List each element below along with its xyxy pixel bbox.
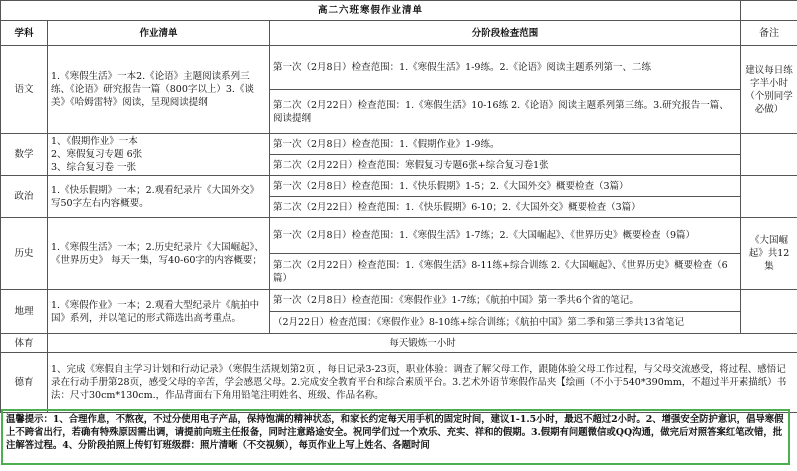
remark-politics <box>741 176 797 218</box>
homework-pe: 每天锻炼一小时 <box>48 334 797 353</box>
check-history-first: 第一次（2月8日）检查范围：1.《寒假生活》1-7练；2.《大国崛起》、《世界历史》概要检查（9篇） <box>270 218 741 254</box>
check-politics-second: 第二次（2月22日）检查范围：1.《快乐假期》6-10；2.《大国外交》概要检查（3篇） <box>270 197 741 218</box>
remark-history: 《大国崛起》共12集 <box>741 218 797 290</box>
subject-chinese: 语文 <box>1 46 48 134</box>
homework-geography: 1.《寒假作业》一本；2.观看大型纪录片《航拍中国》系列，并以笔记的形式筛选出高考重点。 <box>48 290 270 334</box>
homework-chinese: 1.《寒假生活》一本2.《论语》主题阅读系列三练、《论语》研究报告一篇（800字以上）3.《谈美》《哈姆雷特》阅读，呈现阅读提纲 <box>48 46 270 134</box>
homework-politics: 1.《快乐假期》一本；2.观看纪录片《大国外交》写50字左右内容概要。 <box>48 176 270 218</box>
check-politics-first: 第一次（2月8日）检查范围：1.《快乐假期》1-5；2.《大国外交》概要检查（3篇） <box>270 176 741 197</box>
remark-math <box>741 134 797 176</box>
check-history-second: 第二次（2月22日）检查范围：1.《寒假生活》8-11练+综合训练 2.《大国崛起》、《世界历史》概要检查（6篇） <box>270 254 741 290</box>
reminder-box: 温馨提示：1、合理作息，不熬夜，不过分使用电子产品，保持饱满的精神状态，和家长约定每天用手机的固定时间，建议1-1.5小时，最迟不超过2小时。2、增强安全防护意识，倡导寒假上不跨省出行，若确有特殊原因需出调，请提前向班主任报备，同时注意路途安全。祝同学们过一个欢乐、充实、祥和的假期。3.假期有问题微信或QQ沟通，做完后对照答案红笔改错，批注解答过程。4、分阶段拍照上传钉钉班级群：照片清晰（不交视频），每页作业上写上姓名、各题时间 <box>1 409 790 465</box>
check-chinese-second: 第二次（2月22日）检查范围：1.《寒假生活》10-16练 2.《论语》阅读主题系列第三练。3.研究报告一篇、阅读提纲 <box>270 90 741 134</box>
remark-geography <box>741 290 797 334</box>
remark-chinese: 建议每日练字半小时（个别同学必做） <box>741 46 797 134</box>
header-checks: 分阶段检查范围 <box>270 21 741 46</box>
subject-math: 数学 <box>1 134 48 176</box>
header-remarks: 备注 <box>741 21 797 46</box>
check-math-second: 第二次（2月22日）检查范围：寒假复习专题6张+综合复习卷1张 <box>270 155 741 176</box>
homework-history: 1.《寒假生活》一本；2.历史纪录片《大国崛起》、《世界历史》 每天一集，写40-60字的内容概要； <box>48 218 270 290</box>
title-blank-cell <box>741 1 797 21</box>
header-homework: 作业清单 <box>48 21 270 46</box>
subject-history: 历史 <box>1 218 48 290</box>
subject-geography: 地理 <box>1 290 48 334</box>
subject-moral: 德育 <box>1 353 48 413</box>
subject-politics: 政治 <box>1 176 48 218</box>
check-chinese-first: 第一次（2月8日）检查范围：1.《寒假生活》1-9练。2.《论语》阅读主题系列第一、二练 <box>270 46 741 90</box>
homework-math: 1、《假期作业》一本 2、寒假复习专题 6张 3、综合复习卷 一张 <box>48 134 270 176</box>
homework-moral: 1、完成《寒假自主学习计划和行动记录》（寒假生活规划第2页 ，每日记录3-23页，职业体验：调查了解父母工作，跟随体验父母工作过程，与父母交流感受，将过程、感悟记录在行动手册第28页，感受父母的辛苦，学会感恩父母。2.完成安全教育平台和综合素质平台。3.艺术外语节寒假作品夹【绘画（不小于540*390mm，不超过半开素描纸）书法：尺寸30cm*130cm.，作品背面右下角用铅笔注明姓名、班级、作品名称。 <box>48 353 797 413</box>
page-title: 高二六班寒假作业清单 <box>1 1 741 21</box>
subject-pe: 体育 <box>1 334 48 353</box>
check-geography-second: （2月22日）检查范围：《寒假作业》8-10练+综合训练；《航拍中国》第二季和第三季共13省笔记 <box>270 312 741 334</box>
check-geography-first: 第一次（2月8日）检查范围：《寒假作业》1-7练；《航拍中国》第一季共6个省的笔记。 <box>270 290 741 312</box>
header-subject: 学科 <box>1 21 48 46</box>
check-math-first: 第一次（2月8日）检查范围：1.《假期作业》1-9练。 <box>270 134 741 155</box>
